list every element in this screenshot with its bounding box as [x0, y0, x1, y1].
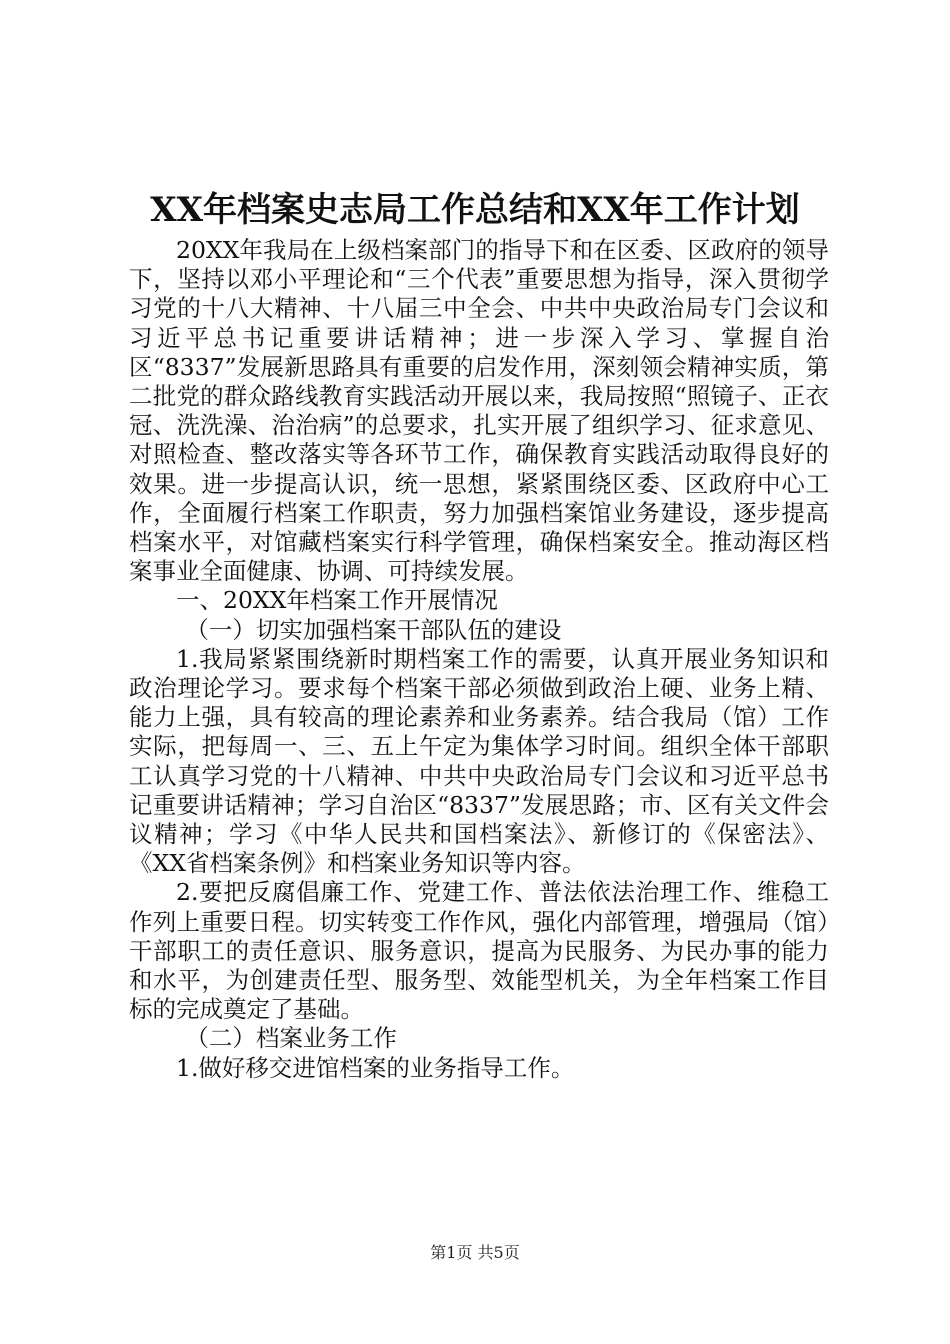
- page-number-footer: 第1页 共5页: [430, 1243, 520, 1262]
- subsection-heading-2: （二）档案业务工作: [185, 1024, 397, 1053]
- item-paragraph-1: 1.我局紧紧围绕新时期档案工作的需要，认真开展业务知识和政治理论学习。要求每个档案干部必须做到政治上硬、业务上精、能力上强，具有较高的理论素养和业务素养。结合我局（馆）工作实际，把每周一、三、五上午定为集体学习时间。组织全体干部职工认真学习党的十八精神、中共中央政治局专门会议和习近平总书记重要讲话精神；学习自治区“8337”发展思路；市、区有关文件会议精神；学习《中华人民共和国档案法》、新修订的《保密法》、《XX省档案条例》和档案业务知识等内容。: [129, 644, 829, 878]
- section-heading-1: 一、20XX年档案工作开展情况: [176, 586, 498, 615]
- item-paragraph-3: 1.做好移交进馆档案的业务指导工作。: [176, 1053, 575, 1082]
- document-title: XX年档案史志局工作总结和XX年工作计划: [150, 190, 800, 230]
- item-paragraph-2: 2.要把反腐倡廉工作、党建工作、普法依法治理工作、维稳工作列上重要日程。切实转变工作作风，强化内部管理，增强局（馆）干部职工的责任意识、服务意识，提高为民服务、为民办事的能力和水平，为创建责任型、服务型、效能型机关，为全年档案工作目标的完成奠定了基础。: [129, 878, 829, 1024]
- document-body: [129, 236, 829, 1083]
- subsection-heading-1: （一）切实加强档案干部队伍的建设: [185, 615, 562, 644]
- intro-paragraph: 20XX年我局在上级档案部门的指导下和在区委、区政府的领导下，坚持以邓小平理论和“三个代表”重要思想为指导，深入贯彻学习党的十八大精神、十八届三中全会、中共中央政治局专门会议和习近平总书记重要讲话精神；进一步深入学习、掌握自治区“8337”发展新思路具有重要的启发作用，深刻领会精神实质，第二批党的群众路线教育实践活动开展以来，我局按照“照镜子、正衣冠、洗洗澡、治治病”的总要求，扎实开展了组织学习、征求意见、对照检查、整改落实等各环节工作，确保教育实践活动取得良好的效果。进一步提高认识，统一思想，紧紧围绕区委、区政府中心工作，全面履行档案工作职责，努力加强档案馆业务建设，逐步提高档案水平，对馆藏档案实行科学管理，确保档案安全。推动海区档案事业全面健康、协调、可持续发展。: [129, 236, 829, 586]
